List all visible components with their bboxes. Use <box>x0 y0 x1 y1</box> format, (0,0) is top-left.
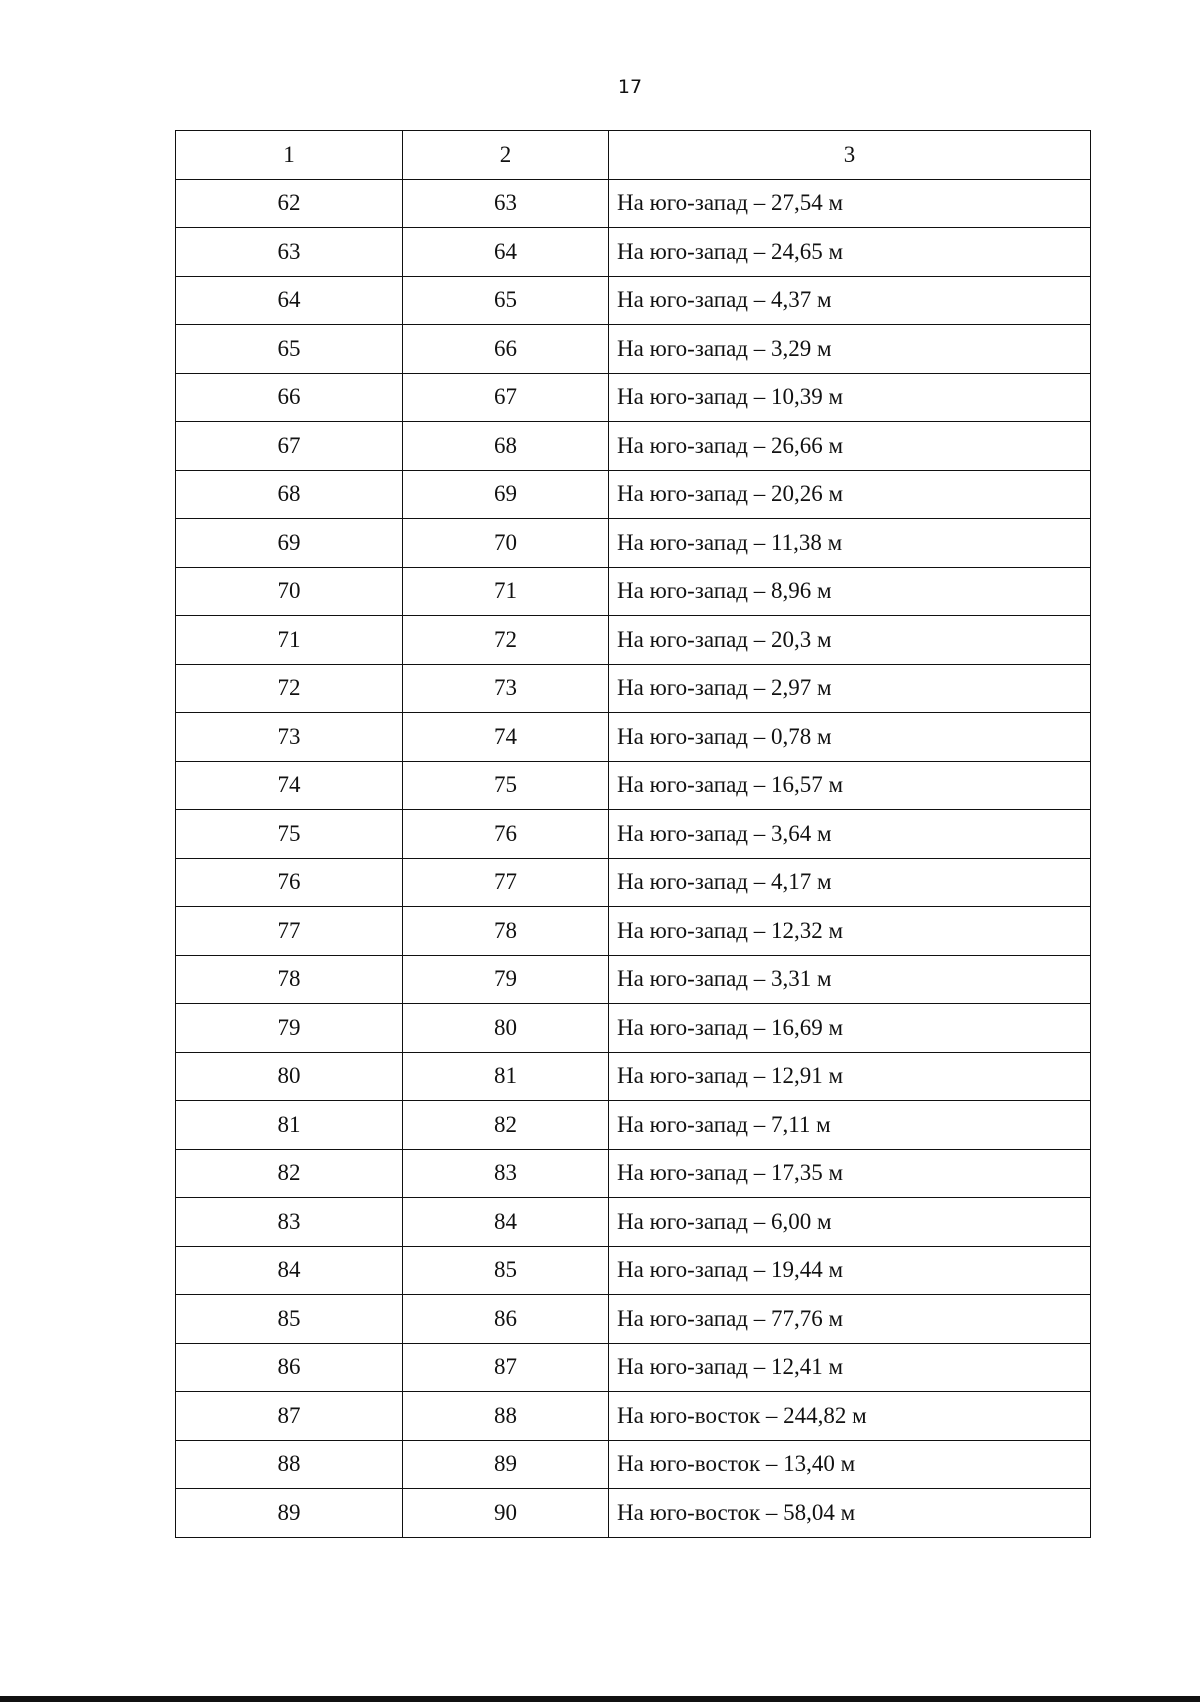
table-row <box>176 1295 1091 1344</box>
point-to-cell: 67 <box>403 373 609 422</box>
table-row <box>176 325 1091 374</box>
header-cell-col2: 2 <box>403 131 609 180</box>
point-from-cell: 63 <box>176 228 403 277</box>
point-to-cell: 88 <box>403 1392 609 1441</box>
table-row <box>176 276 1091 325</box>
page-number-text: 17 <box>617 76 643 98</box>
point-to-cell: 64 <box>403 228 609 277</box>
point-to-cell: 89 <box>403 1440 609 1489</box>
point-to-cell: 79 <box>403 955 609 1004</box>
point-to-cell: 81 <box>403 1052 609 1101</box>
point-from-cell: 74 <box>176 761 403 810</box>
point-from-cell: 64 <box>176 276 403 325</box>
table-row <box>176 373 1091 422</box>
direction-distance-cell: На юго-запад – 7,11 м <box>609 1101 1091 1150</box>
header-cell-col1: 1 <box>176 131 403 180</box>
point-from-cell: 86 <box>176 1343 403 1392</box>
point-to-cell: 82 <box>403 1101 609 1150</box>
table-row <box>176 1004 1091 1053</box>
direction-distance-cell: На юго-запад – 3,31 м <box>609 955 1091 1004</box>
point-from-cell: 77 <box>176 907 403 956</box>
point-to-cell: 70 <box>403 519 609 568</box>
direction-distance-cell: На юго-восток – 13,40 м <box>609 1440 1091 1489</box>
point-to-cell: 84 <box>403 1198 609 1247</box>
direction-distance-cell: На юго-запад – 0,78 м <box>609 713 1091 762</box>
table-row <box>176 761 1091 810</box>
direction-distance-cell: На юго-запад – 27,54 м <box>609 179 1091 228</box>
table-row <box>176 1440 1091 1489</box>
direction-distance-cell: На юго-запад – 16,69 м <box>609 1004 1091 1053</box>
direction-distance-cell: На юго-запад – 6,00 м <box>609 1198 1091 1247</box>
point-to-cell: 65 <box>403 276 609 325</box>
point-to-cell: 76 <box>403 810 609 859</box>
table-row <box>176 1052 1091 1101</box>
point-to-cell: 90 <box>403 1489 609 1538</box>
table-row <box>176 1489 1091 1538</box>
point-from-cell: 67 <box>176 422 403 471</box>
point-from-cell: 65 <box>176 325 403 374</box>
point-from-cell: 81 <box>176 1101 403 1150</box>
table-row <box>176 519 1091 568</box>
direction-distance-cell: На юго-запад – 4,37 м <box>609 276 1091 325</box>
direction-distance-cell: На юго-запад – 17,35 м <box>609 1149 1091 1198</box>
point-from-cell: 88 <box>176 1440 403 1489</box>
direction-distance-cell: На юго-восток – 58,04 м <box>609 1489 1091 1538</box>
table-row <box>176 470 1091 519</box>
point-from-cell: 62 <box>176 179 403 228</box>
direction-distance-cell: На юго-запад – 3,29 м <box>609 325 1091 374</box>
table-row <box>176 1343 1091 1392</box>
direction-distance-cell: На юго-запад – 11,38 м <box>609 519 1091 568</box>
point-to-cell: 75 <box>403 761 609 810</box>
point-from-cell: 82 <box>176 1149 403 1198</box>
point-from-cell: 84 <box>176 1246 403 1295</box>
point-from-cell: 87 <box>176 1392 403 1441</box>
point-from-cell: 69 <box>176 519 403 568</box>
point-from-cell: 70 <box>176 567 403 616</box>
direction-distance-cell: На юго-запад – 3,64 м <box>609 810 1091 859</box>
direction-distance-cell: На юго-запад – 12,91 м <box>609 1052 1091 1101</box>
point-to-cell: 74 <box>403 713 609 762</box>
point-to-cell: 85 <box>403 1246 609 1295</box>
table-row <box>176 907 1091 956</box>
table-row <box>176 1246 1091 1295</box>
direction-distance-cell: На юго-запад – 24,65 м <box>609 228 1091 277</box>
point-from-cell: 89 <box>176 1489 403 1538</box>
table-row <box>176 858 1091 907</box>
table-row <box>176 422 1091 471</box>
point-to-cell: 69 <box>403 470 609 519</box>
point-from-cell: 73 <box>176 713 403 762</box>
point-to-cell: 86 <box>403 1295 609 1344</box>
point-to-cell: 77 <box>403 858 609 907</box>
point-to-cell: 87 <box>403 1343 609 1392</box>
table-row <box>176 955 1091 1004</box>
point-to-cell: 83 <box>403 1149 609 1198</box>
table-row <box>176 228 1091 277</box>
table-row <box>176 1198 1091 1247</box>
boundary-table <box>175 130 1091 1538</box>
table-row <box>176 810 1091 859</box>
point-from-cell: 85 <box>176 1295 403 1344</box>
table-row <box>176 1101 1091 1150</box>
direction-distance-cell: На юго-запад – 2,97 м <box>609 664 1091 713</box>
direction-distance-cell: На юго-запад – 20,26 м <box>609 470 1091 519</box>
direction-distance-cell: На юго-запад – 20,3 м <box>609 616 1091 665</box>
table-row <box>176 1149 1091 1198</box>
point-from-cell: 68 <box>176 470 403 519</box>
direction-distance-cell: На юго-запад – 10,39 м <box>609 373 1091 422</box>
point-from-cell: 80 <box>176 1052 403 1101</box>
point-from-cell: 71 <box>176 616 403 665</box>
point-from-cell: 78 <box>176 955 403 1004</box>
direction-distance-cell: На юго-запад – 8,96 м <box>609 567 1091 616</box>
point-to-cell: 63 <box>403 179 609 228</box>
table-row <box>176 179 1091 228</box>
point-to-cell: 72 <box>403 616 609 665</box>
point-to-cell: 78 <box>403 907 609 956</box>
direction-distance-cell: На юго-восток – 244,82 м <box>609 1392 1091 1441</box>
direction-distance-cell: На юго-запад – 12,32 м <box>609 907 1091 956</box>
table-body <box>176 131 1091 1538</box>
table-row <box>176 616 1091 665</box>
table-row <box>176 713 1091 762</box>
direction-distance-cell: На юго-запад – 19,44 м <box>609 1246 1091 1295</box>
table-header-row <box>176 131 1091 180</box>
page-number <box>0 76 1200 98</box>
table-row <box>176 1392 1091 1441</box>
point-to-cell: 66 <box>403 325 609 374</box>
point-to-cell: 80 <box>403 1004 609 1053</box>
direction-distance-cell: На юго-запад – 12,41 м <box>609 1343 1091 1392</box>
point-to-cell: 71 <box>403 567 609 616</box>
point-from-cell: 76 <box>176 858 403 907</box>
table-row <box>176 664 1091 713</box>
point-from-cell: 79 <box>176 1004 403 1053</box>
header-cell-col3: 3 <box>609 131 1091 180</box>
point-from-cell: 83 <box>176 1198 403 1247</box>
point-from-cell: 72 <box>176 664 403 713</box>
direction-distance-cell: На юго-запад – 26,66 м <box>609 422 1091 471</box>
point-from-cell: 66 <box>176 373 403 422</box>
point-to-cell: 73 <box>403 664 609 713</box>
direction-distance-cell: На юго-запад – 77,76 м <box>609 1295 1091 1344</box>
point-to-cell: 68 <box>403 422 609 471</box>
point-from-cell: 75 <box>176 810 403 859</box>
table-row <box>176 567 1091 616</box>
scan-bottom-edge <box>0 1696 1200 1702</box>
direction-distance-cell: На юго-запад – 16,57 м <box>609 761 1091 810</box>
direction-distance-cell: На юго-запад – 4,17 м <box>609 858 1091 907</box>
